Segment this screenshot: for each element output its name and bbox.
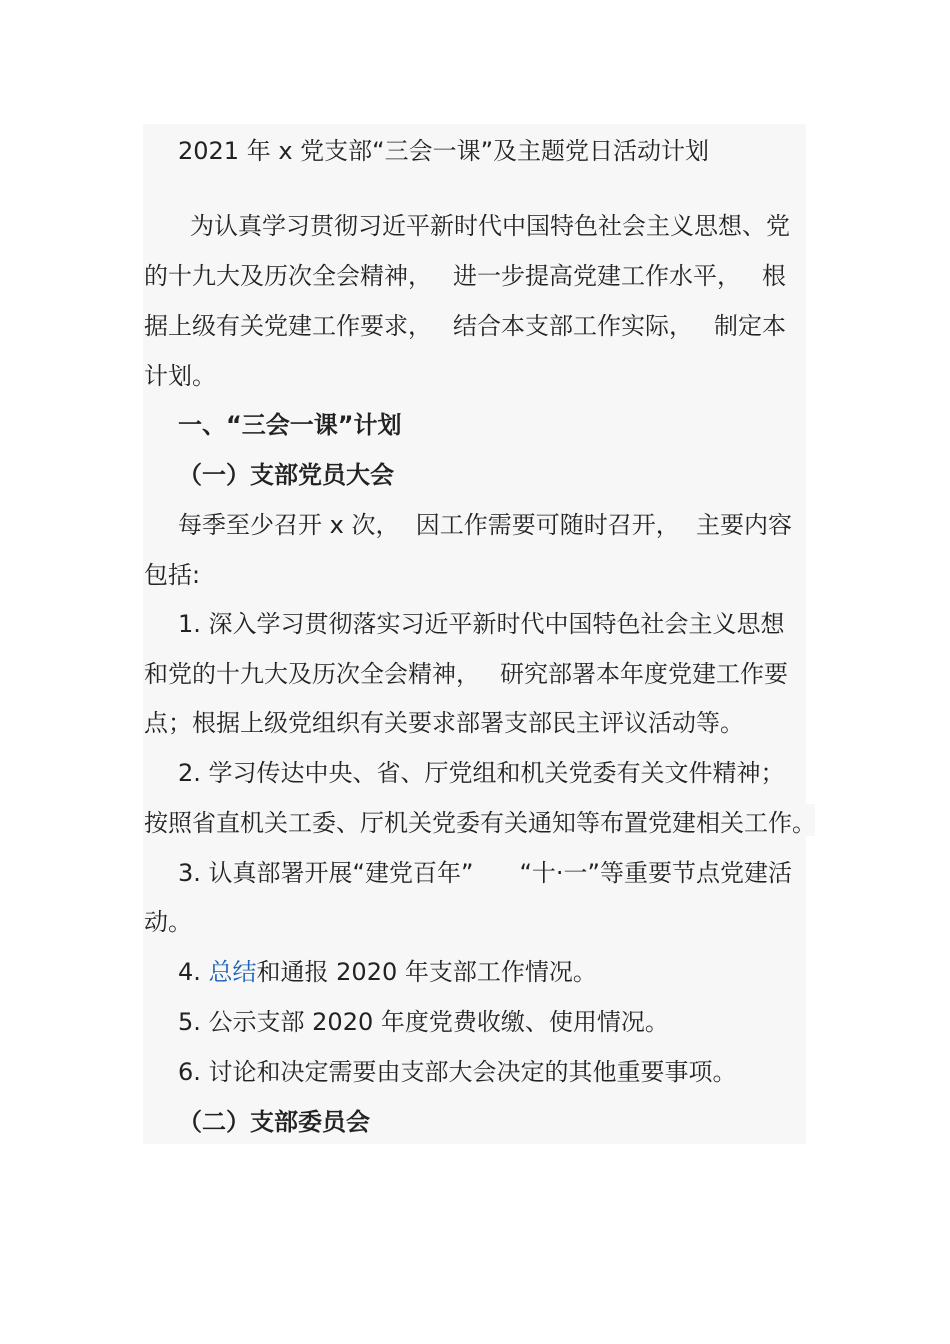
intro-line-3-part-a: 据上级有关党建工作要求， — [144, 312, 432, 340]
intro-line-1: 为认真学习贯彻习近平新时代中国特色社会主义思想、党 — [190, 212, 790, 240]
intro-line-3-part-b: 结合本支部工作实际， — [453, 312, 693, 340]
list-item-3-line-1 — [178, 858, 792, 888]
list-item-1-part-b: 研究部署本年度党建工作要 — [500, 660, 788, 688]
paragraph-1-part-b: 因工作需要可随时召开， — [415, 511, 680, 539]
list-item-2-line-2: 按照省直机关工委、厅机关党委有关通知等布置党建相关工作。 — [144, 809, 816, 837]
intro-line-3-part-c: 制定本 — [714, 312, 786, 340]
section-heading-1: 一、“三会一课”计划 — [178, 411, 402, 439]
subsection-heading-1: （一）支部党员大会 — [178, 461, 394, 489]
paragraph-1-line-2: 包括: — [144, 561, 201, 589]
intro-line-2-part-a: 的十九大及历次全会精神， — [144, 262, 432, 290]
intro-line-2-part-b: 进一步提高党建工作水平， — [453, 262, 741, 290]
paragraph-1-part-c: 主要内容 — [696, 511, 792, 539]
paragraph-1-part-a: 每季至少召开 x 次， — [178, 511, 400, 539]
list-item-3-part-b: “十·一”等重要节点党建活 — [519, 859, 792, 887]
list-item-1-line-2 — [144, 659, 788, 689]
paragraph-1-line-1 — [178, 510, 792, 540]
list-item-1-line-3: 点；根据上级党组织有关要求部署支部民主评议活动等。 — [144, 709, 744, 737]
list-item-1-line-1: 1. 深入学习贯彻落实习近平新时代中国特色社会主义思想 — [178, 610, 785, 638]
summary-link[interactable]: 总结 — [208, 958, 257, 986]
list-item-1-part-a: 和党的十九大及历次全会精神， — [144, 660, 480, 688]
list-item-4-prefix: 4. — [178, 958, 209, 986]
list-item-5: 5. 公示支部 2020 年度党费收缴、使用情况。 — [178, 1008, 669, 1036]
intro-line-2-part-c: 根 — [762, 262, 786, 290]
intro-line-3 — [144, 311, 786, 341]
document-title: 2021 年 x 党支部“三会一课”及主题党日活动计划 — [178, 137, 710, 165]
list-item-4 — [178, 957, 597, 987]
list-item-6: 6. 讨论和决定需要由支部大会决定的其他重要事项。 — [178, 1058, 737, 1086]
list-item-3-part-a: 3. 认真部署开展“建党百年” — [178, 859, 474, 887]
list-item-4-text: 和通报 2020 年支部工作情况。 — [256, 958, 597, 986]
intro-line-4: 计划。 — [144, 362, 216, 390]
intro-line-2 — [144, 261, 786, 291]
subsection-heading-2: （二）支部委员会 — [178, 1108, 370, 1136]
list-item-3-line-2: 动。 — [144, 908, 192, 936]
list-item-2-line-1: 2. 学习传达中央、省、厅党组和机关党委有关文件精神； — [178, 759, 785, 787]
